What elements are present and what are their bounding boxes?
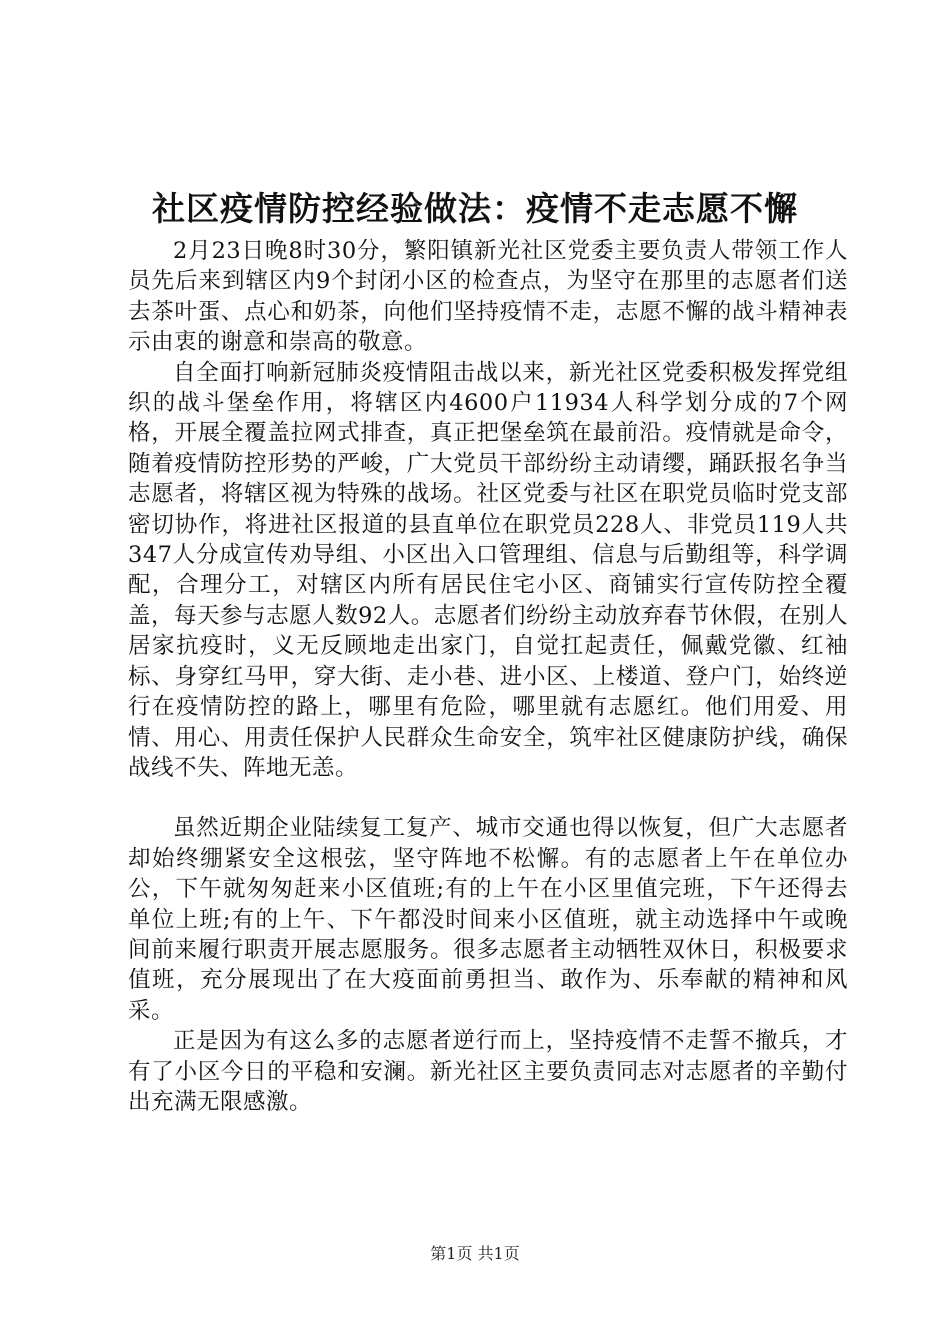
document-body — [128, 236, 848, 1117]
page-number-footer: 第1页 共1页 — [430, 1244, 520, 1263]
paragraph-1: 2月23日晚8时30分，繁阳镇新光社区党委主要负责人带领工作人员先后来到辖区内9个封闭小区的检查点，为坚守在那里的志愿者们送去茶叶蛋、点心和奶茶，向他们坚持疫情不走，志愿不懈的战斗精神表示由衷的谢意和崇高的敬意。 — [128, 238, 848, 356]
paragraph-2: 自全面打响新冠肺炎疫情阻击战以来，新光社区党委积极发挥党组织的战斗堡垒作用，将辖区内4600户11934人科学划分成的7个网格，开展全覆盖拉网式排查，真正把堡垒筑在最前沿。疫情就是命令，随着疫情防控形势的严峻，广大党员干部纷纷主动请缨，踊跃报名争当志愿者，将辖区视为特殊的战场。社区党委与社区在职党员临时党支部密切协作，将进社区报道的县直单位在职党员228人、非党员119人共347人分成宣传劝导组、小区出入口管理组、信息与后勤组等，科学调配，合理分工，对辖区内所有居民住宅小区、商铺实行宣传防控全覆盖，每天参与志愿人数92人。志愿者们纷纷主动放弃春节休假，在别人居家抗疫时，义无反顾地走出家门，自觉扛起责任，佩戴党徽、红袖标、身穿红马甲，穿大街、走小巷、进小区、上楼道、登户门，始终逆行在疫情防控的路上，哪里有危险，哪里就有志愿红。他们用爱、用情、用心、用责任保护人民群众生命安全，筑牢社区健康防护线，确保战线不失、阵地无恙。 — [128, 359, 848, 781]
paragraph-3: 虽然近期企业陆续复工复产、城市交通也得以恢复，但广大志愿者却始终绷紧安全这根弦，坚守阵地不松懈。有的志愿者上午在单位办公，下午就匆匆赶来小区值班;有的上午在小区里值完班，下午还得去单位上班;有的上午、下午都没时间来小区值班，就主动选择中午或晚间前来履行职责开展志愿服务。很多志愿者主动牺牲双休日，积极要求值班，充分展现出了在大疫面前勇担当、敢作为、乐奉献的精神和风采。 — [128, 815, 848, 1024]
document-title: 社区疫情防控经验做法：疫情不走志愿不懈 — [152, 189, 798, 228]
paragraph-4: 正是因为有这么多的志愿者逆行而上，坚持疫情不走誓不撤兵，才有了小区今日的平稳和安澜。新光社区主要负责同志对志愿者的辛勤付出充满无限感激。 — [128, 1028, 848, 1115]
